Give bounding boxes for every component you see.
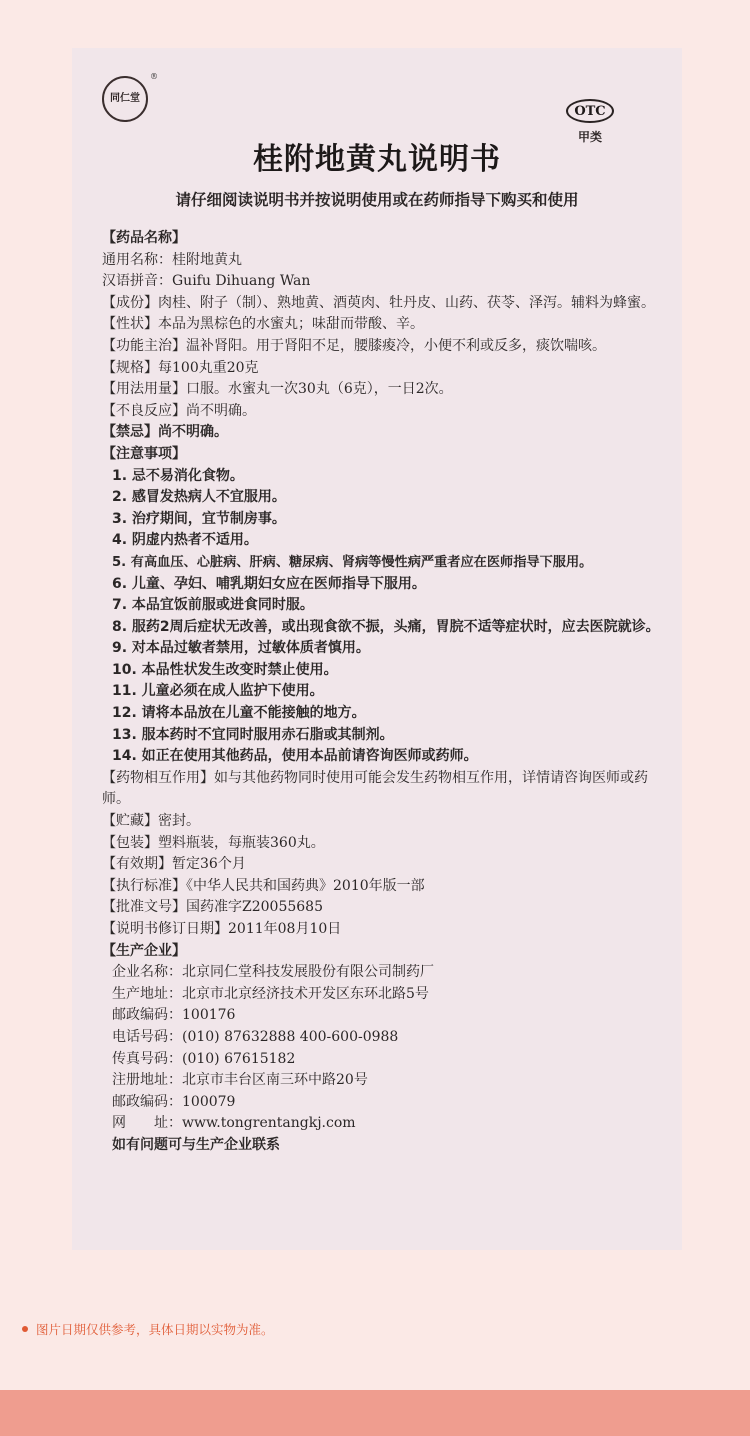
precaution-item: 11. 儿童必须在成人监护下使用。 xyxy=(112,683,324,700)
precaution-item: 13. 服本药时不宜同时服用赤石脂或其制剂。 xyxy=(112,726,394,743)
drug-interactions: 【药物相互作用】如与其他药物同时使用可能会发生药物相互作用，详情请咨询医师或药师。 xyxy=(102,769,648,808)
adverse-reactions: 【不良反应】尚不明确。 xyxy=(102,402,256,419)
precaution-item: 6. 儿童、孕妇、哺乳期妇女应在医师指导下服用。 xyxy=(112,575,426,592)
footer-note xyxy=(22,1320,274,1338)
precaution-item: 10. 本品性状发生改变时禁止使用。 xyxy=(112,661,338,678)
indications: 【功能主治】温补肾阳。用于肾阳不足，腰膝痠冷，小便不利或反多，痰饮喘咳。 xyxy=(102,337,606,354)
precaution-item: 2. 感冒发热病人不宜服用。 xyxy=(112,489,286,506)
approval-number: 【批准文号】国药准字Z20055685 xyxy=(102,899,323,916)
logo-text: 同仁堂 xyxy=(110,93,140,104)
precaution-item: 7. 本品宜饭前服或进食同时服。 xyxy=(112,597,314,614)
standard: 【执行标准】《中华人民共和国药典》2010年版一部 xyxy=(102,877,425,894)
precautions-head: 【注意事项】 xyxy=(102,445,186,462)
generic-name: 通用名称：桂附地黄丸 xyxy=(102,251,242,268)
footer-band xyxy=(0,1390,750,1436)
dosage: 【用法用量】口服。水蜜丸一次30丸（6克），一日2次。 xyxy=(102,381,453,398)
contact-note: 如有问题可与生产企业联系 xyxy=(112,1136,280,1153)
validity: 【有效期】暂定36个月 xyxy=(102,856,246,873)
website: 网 址：www.tongrentangkj.com xyxy=(112,1115,356,1132)
tongrentang-logo xyxy=(102,76,148,122)
precaution-item: 5. 有高血压、心脏病、肝病、糖尿病、肾病等慢性病严重者应在医师指导下服用。 xyxy=(112,554,593,570)
precaution-item: 12. 请将本品放在儿童不能接触的地方。 xyxy=(112,705,366,722)
company-name: 企业名称：北京同仁堂科技发展股份有限公司制药厂 xyxy=(112,964,434,981)
postcode-2: 邮政编码：100079 xyxy=(112,1093,236,1110)
ingredients: 【成份】肉桂、附子（制）、熟地黄、酒萸肉、牡丹皮、山药、茯苓、泽泻。辅料为蜂蜜。 xyxy=(102,294,655,311)
leaflet-title: 桂附地黄丸说明书 xyxy=(253,142,501,177)
revision-date: 【说明书修订日期】2011年08月10日 xyxy=(102,921,342,937)
pinyin-name: 汉语拼音：Guifu Dihuang Wan xyxy=(102,273,311,290)
leaflet-content xyxy=(102,228,672,1157)
phone-number: 电话号码：(010) 87632888 400-600-0988 xyxy=(112,1028,399,1045)
contraindications: 【禁忌】尚不明确。 xyxy=(102,424,228,441)
otc-badge xyxy=(566,99,614,123)
otc-class: 甲类 xyxy=(578,130,603,144)
registered-mark: ® xyxy=(150,72,158,81)
fax-number: 传真号码：(010) 67615182 xyxy=(112,1050,296,1067)
leaflet-subtitle: 请仔细阅读说明书并按说明使用或在药师指导下购买和使用 xyxy=(175,191,579,209)
registered-address: 注册地址：北京市丰台区南三环中路20号 xyxy=(112,1072,368,1089)
precaution-item: 4. 阴虚内热者不适用。 xyxy=(112,532,258,549)
properties: 【性状】本品为黑棕色的水蜜丸；味甜而带酸、辛。 xyxy=(102,316,424,333)
precaution-item: 9. 对本品过敏者禁用，过敏体质者慎用。 xyxy=(112,640,370,657)
leaflet-paper xyxy=(72,48,682,1250)
specification: 【规格】每100丸重20克 xyxy=(102,359,259,376)
manufacturer-head: 【生产企业】 xyxy=(102,942,186,959)
footer-note-text: 图片日期仅供参考，具体日期以实物为准。 xyxy=(36,1322,274,1337)
bullet-dot-icon xyxy=(22,1326,28,1332)
postcode: 邮政编码：100176 xyxy=(112,1007,236,1024)
package: 【包装】塑料瓶装，每瓶装360丸。 xyxy=(102,834,325,851)
precaution-item: 8. 服药2周后症状无改善，或出现食欲不振，头痛，胃脘不适等症状时，应去医院就诊。 xyxy=(112,618,660,635)
production-address: 生产地址：北京市北京经济技术开发区东环北路5号 xyxy=(112,985,429,1002)
precaution-item: 3. 治疗期间，宜节制房事。 xyxy=(112,510,286,527)
precaution-item: 1. 忌不易消化食物。 xyxy=(112,467,244,484)
precaution-item: 14. 如正在使用其他药品，使用本品前请咨询医师或药师。 xyxy=(112,748,478,765)
section-drug-name-head: 【药品名称】 xyxy=(102,230,186,246)
storage: 【贮藏】密封。 xyxy=(102,813,200,830)
otc-label: OTC xyxy=(574,103,606,119)
